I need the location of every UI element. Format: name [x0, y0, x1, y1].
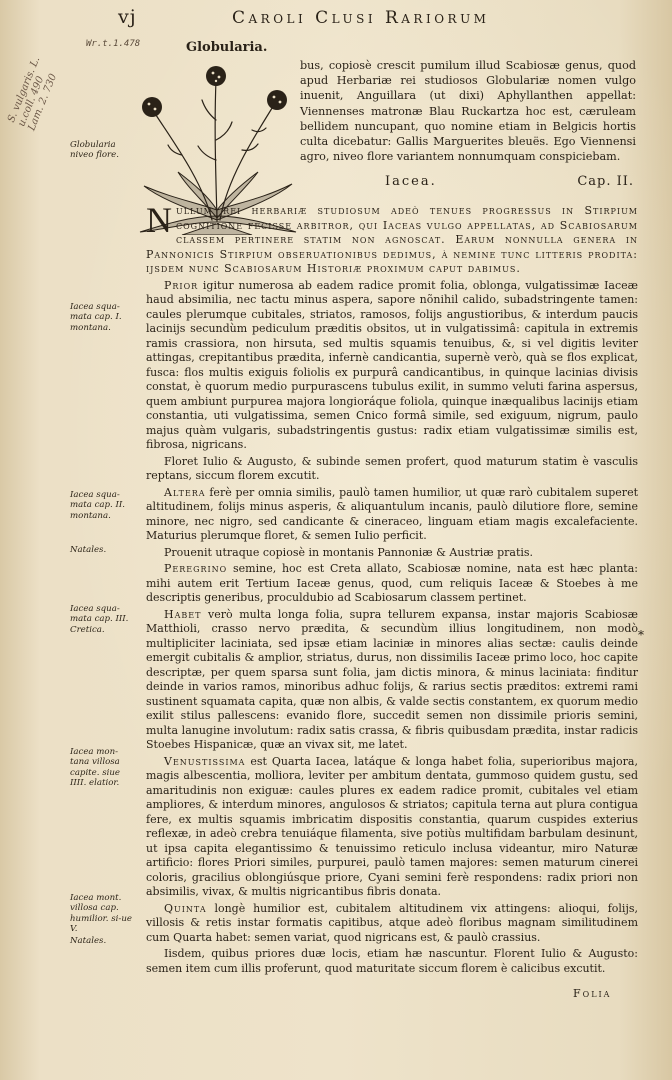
side-note-natales-2: Natales. [70, 936, 107, 946]
side-note-iacea-1: Iacea squa-mata cap. I. montana. [70, 302, 122, 333]
side-note-iacea-4: Iacea mon-tana villosa capite. siue IIII. elatior. [70, 747, 120, 789]
library-shelfmark: Wr.t.1.478 [86, 39, 141, 49]
chapter-title: Iacea. [385, 174, 437, 189]
paragraph: Peregrino semine, hoc est Creta allato, Scabiosæ nomine, nata est hæc planta: mihi autem erit Tertium Iaceæ genus, quod, cum reliquis Iaceæ & Stoebes à me descriptis generibus, proculdubio ad Scabiosarum classem pertinet. [146, 562, 638, 604]
intro-paragraph [300, 58, 636, 164]
chapter-number: Cap. II. [577, 174, 634, 189]
margin-asterisk: * [638, 628, 644, 642]
side-note-iacea-5: Iacea mont. villosa cap. humilior. si-ue V. [70, 893, 132, 935]
side-note-iacea-3: Iacea squa-mata cap. III. Cretica. [70, 604, 129, 635]
side-note-iacea-2: Iacea squa-mata cap. II. montana. [70, 490, 126, 521]
page-header [0, 6, 672, 30]
page-number: vj [118, 6, 137, 28]
paragraph: Nullum rei herbariæ studiosum adeò tenues progressus in Stirpium cognitione fecisse arbitror, qui Iaceas vulgo appellatas, ad Scabiosarum classem pertinere statim non agnoscat. Earum nonnulla genera in Pannonicis Stirpium obseruationibus dedimus, à nemine tunc litteris prodita: ijsdem nunc Scabiosarum Historiæ proximum caput dabimus. [146, 200, 638, 275]
running-title: Caroli Clusi Rariorum [232, 8, 490, 28]
intro-text: bus, copiosè crescit pumilum illud Scabiosæ genus, quod apud Herbariæ rei studiosos Globulariæ nomen vulgo inuenit, Anguillara (ut dixi) Aphyllanthen appellat: Viennenses matronæ Blau Ruckartza hoc est, cæruleam bellidem nuncupant, quo nomine etiam in Belgicis hortis culta dicebatur: Gallis Marguerites bleuës. Ego Viennensi agro, niveo flore variantem nonnumquam conspiciebam. [300, 59, 636, 164]
paragraph: Floret Iulio & Augusto, & subinde semen profert, quod maturum statim è vasculis reptans, siccum florem excutit. [146, 454, 638, 482]
plant-caption: Globularia. [186, 40, 268, 55]
paragraph: Prouenit utraque copiosè in montanis Pannoniæ & Austriæ pratis. [164, 545, 534, 559]
paragraph: Prior igitur numerosa ab eadem radice promit folia, oblonga, vulgatissimæ Iaceæ haud absimilia, nec tactu minus aspera, sapore nõnihil calido, subadstringente tamen: caules plerumque cubitales, striatos, ramosos, folijs angustioribus, & interdum paucis lacinijs secundùm pediculum præditis obsitos, ut in vulgatissimâ: capitula in extremis ramis crassiora, non hirsuta, sed multis squamis tenuibus, &, si vel digitis leviter attingas, crepitantibus prædita, infernè candicantia, supernè verò, quà se flos explicat, fusca: flos multis exiguis foliolis ex purpurâ candicantibus, in quinque lacinias divisis constat, è quorum medio purpurascens tubulus exilit, in summo veluti farina aspersus, quem ambiunt purpurea majora longioráque foliola, quinque inæqualibus lacinijs etiam constantia, uti vulgatissima, semen Cnico formâ simile, sed exiguum, nigrum, paulo majus quàm vulgaris, subadstringentis gustus: radix etiam vulgatissimæ similis est, fibrosa, nigricans. [146, 278, 638, 451]
catchword: Folia [573, 987, 612, 1000]
side-note-natales-1: Natales. [70, 545, 107, 555]
paragraph: Altera ferè per omnia similis, paulò tamen humilior, ut quæ rarò cubitalem superet altitudinem, folijs minus asperis, & aliquantulum incanis, paulò dilutiore flore, semine minore, nec nigro, sed candicante & cineraceo, linguam etiam magis excalefaciente. Maturius plerumque floret, & semen Iulio perficit. [146, 485, 638, 542]
handwritten-annotation: S. vulgaris. L. u.coll. 490 Lam. 2. 730 [6, 55, 60, 133]
drop-cap: N [146, 200, 172, 240]
chapter-heading [300, 174, 638, 194]
paragraph: Iisdem, quibus priores duæ locis, etiam hæ nascuntur. Florent Iulio & Augusto: semen item cum illis proferunt, quod maturitate siccum florem è calicibus excutit. [146, 947, 638, 975]
paragraph: Habet verò multa longa folia, supra tellurem expansa, instar majoris Scabiosæ Matthioli, crasso nervo prædita, & secundùm illius longitudinem, non modò multipliciter laciniata, sed ipsæ etiam laciniæ in minores alias sectæ: caulis deinde emergit cubitalis & amplior, striatus, durus, non dissimilis Iaceæ primo loco, hoc capite descriptæ, per quem sparsa sunt folia, jam dictis minora, & minus laciniata: finditur deinde in varios ramos, minoribus adhuc folijs, & rarius sectis præditos: extremi rami sustinent squamata capita, quæ non albis, & valde sectis constantem, ex quorum medio exilit stilus pallescens: evanido flore, succedit semen non dissimile prioris semini, multa lanugine involutum: radix satis crassa, & fibris quibusdam prædita, instar radicis Stoebes Hispanicæ, quæ an vivax sit, me latet. [146, 607, 638, 751]
paragraph: Quinta longè humilior est, cubitalem altitudinem vix attingens: alioqui, folijs, villosis & retis instar formatis capitibus, atque adeò floribus magnam similitudinem cum Quarta habet: semen variat, quod nigricans est, & paulò crassius. [146, 901, 638, 944]
chapter-body [146, 200, 638, 978]
paragraph: Venustissima est Quarta Iacea, latáque & longa habet folia, superioribus majora, magis albescentia, molliora, leviter per ambitum dentata, gummoso quidem gustu, sed amaritudinis non exiguæ: caules plures ex eadem radice promit, cubitales vel etiam ampliores, & interdum minores, angulosos & striatos; capitula terna aut plura contigua fere, ex multis squamis imbricatim dispositis constantia, quarum cuspides exterius reflexæ, in adeò crebra tenuiáque filamenta, sive potiùs multifidam barbulam desinunt, ut ipsa capita elegantissimo & tenuissimo reticulo inclusa videantur, miro Naturæ artificio: flores Priori similes, purpurei, paulò tamen majores: semen maturum cinerei coloris, gracilius oblongiúsque priore, Cyani semini ferè respondens: radix priori non absimilis, vivax, & multis nigricantibus fibris donata. [146, 754, 638, 898]
side-note-globularia: Globularia niveo flore. [70, 140, 119, 161]
